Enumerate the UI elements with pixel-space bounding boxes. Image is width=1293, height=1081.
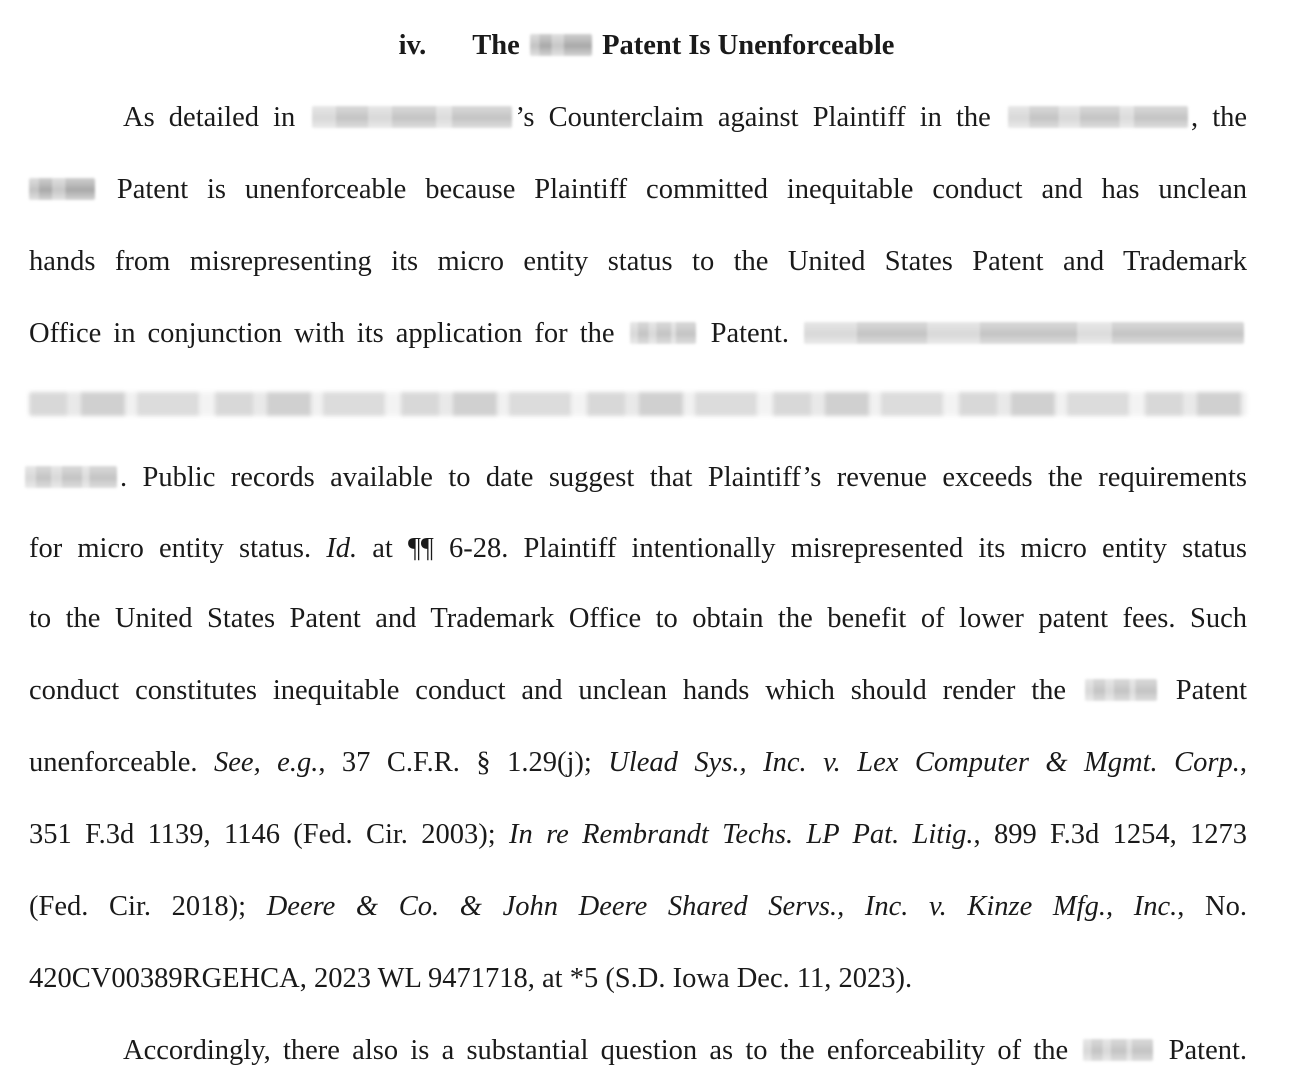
redaction-block xyxy=(804,322,1244,344)
heading-numeral: iv. xyxy=(398,30,427,61)
paragraph-line xyxy=(26,170,1247,210)
heading-text-after: Patent Is Unenforceable xyxy=(602,30,895,61)
paragraph-line xyxy=(29,743,1247,783)
heading-text-before: The xyxy=(472,30,520,61)
section-heading xyxy=(0,26,1293,66)
text-span: hands from misrepresenting its micro entity status to the United States Patent and Trademark xyxy=(29,246,1247,277)
text-span: 351 F.3d 1139, 1146 (Fed. Cir. 2003); xyxy=(29,819,496,850)
case-name: In re Rembrandt Techs. LP Pat. Litig. xyxy=(509,819,974,850)
redaction-block xyxy=(1008,106,1188,128)
text-span: , 899 F.3d 1254, 1273 xyxy=(973,819,1248,850)
text-span: ’s Counterclaim against Plaintiff in the xyxy=(515,102,991,133)
text-span: Patent. xyxy=(1168,1035,1248,1066)
paragraph-line xyxy=(29,242,1247,282)
paragraph-line xyxy=(29,887,1247,927)
redaction-block xyxy=(312,106,512,128)
text-span: Patent xyxy=(1175,675,1247,706)
text-span: conduct constitutes inequitable conduct and unclean hands which should render the xyxy=(29,675,1067,706)
text-span: , No. xyxy=(1177,891,1248,922)
paragraph-line xyxy=(29,671,1247,711)
text-span: to the United States Patent and Trademark Office to obtain the benefit of lower patent fees. Such xyxy=(29,603,1247,634)
redaction-block xyxy=(1083,1039,1153,1061)
text-span: at ¶¶ 6-28. Plaintiff intentionally misrepresented its micro entity status xyxy=(372,533,1248,564)
text-span: Patent. xyxy=(710,318,789,349)
text-span: , 37 C.F.R. § 1.29(j); xyxy=(318,747,592,778)
case-name: Deere & Co. & John Deere Shared Servs., Inc. v. Kinze Mfg., Inc. xyxy=(266,891,1178,922)
text-span: , the xyxy=(1190,102,1248,133)
paragraph-line xyxy=(29,959,1247,999)
paragraph-line xyxy=(22,458,1247,498)
paragraph-line xyxy=(29,599,1247,639)
paragraph-line xyxy=(123,98,1247,138)
text-span: Patent is unenforceable because Plaintiff committed inequitable conduct and has unclean xyxy=(116,174,1247,205)
text-span: unenforceable. xyxy=(29,747,198,778)
redaction-block xyxy=(1085,679,1157,701)
case-name: Ulead Sys., Inc. v. Lex Computer & Mgmt. Corp. xyxy=(608,747,1240,778)
redaction-block xyxy=(530,34,592,56)
text-span: 420CV00389RGEHCA, 2023 WL 9471718, at *5 (S.D. Iowa Dec. 11, 2023). xyxy=(29,963,913,994)
text-span: Office in conjunction with its application for the xyxy=(29,318,615,349)
text-span: Accordingly, there also is a substantial question as to the enforceability of the xyxy=(123,1035,1069,1066)
citation-id: Id. xyxy=(326,533,358,564)
text-span: (Fed. Cir. 2018); xyxy=(29,891,247,922)
text-span: for micro entity status. xyxy=(29,533,312,564)
paragraph-line xyxy=(29,314,1247,354)
signal-see: See, e.g. xyxy=(214,747,319,778)
text-span: As detailed in xyxy=(123,102,296,133)
text-span: . Public records available to date suggest that Plaintiff’s revenue exceeds the requirements xyxy=(120,462,1247,493)
redaction-block xyxy=(25,466,117,488)
redaction-block xyxy=(29,178,95,200)
paragraph-line xyxy=(29,529,1247,569)
paragraph-line xyxy=(29,815,1247,855)
paragraph-line xyxy=(123,1031,1247,1071)
redaction-block xyxy=(630,322,696,344)
text-span: , xyxy=(1239,747,1247,778)
redacted-citation-line xyxy=(29,392,1247,416)
